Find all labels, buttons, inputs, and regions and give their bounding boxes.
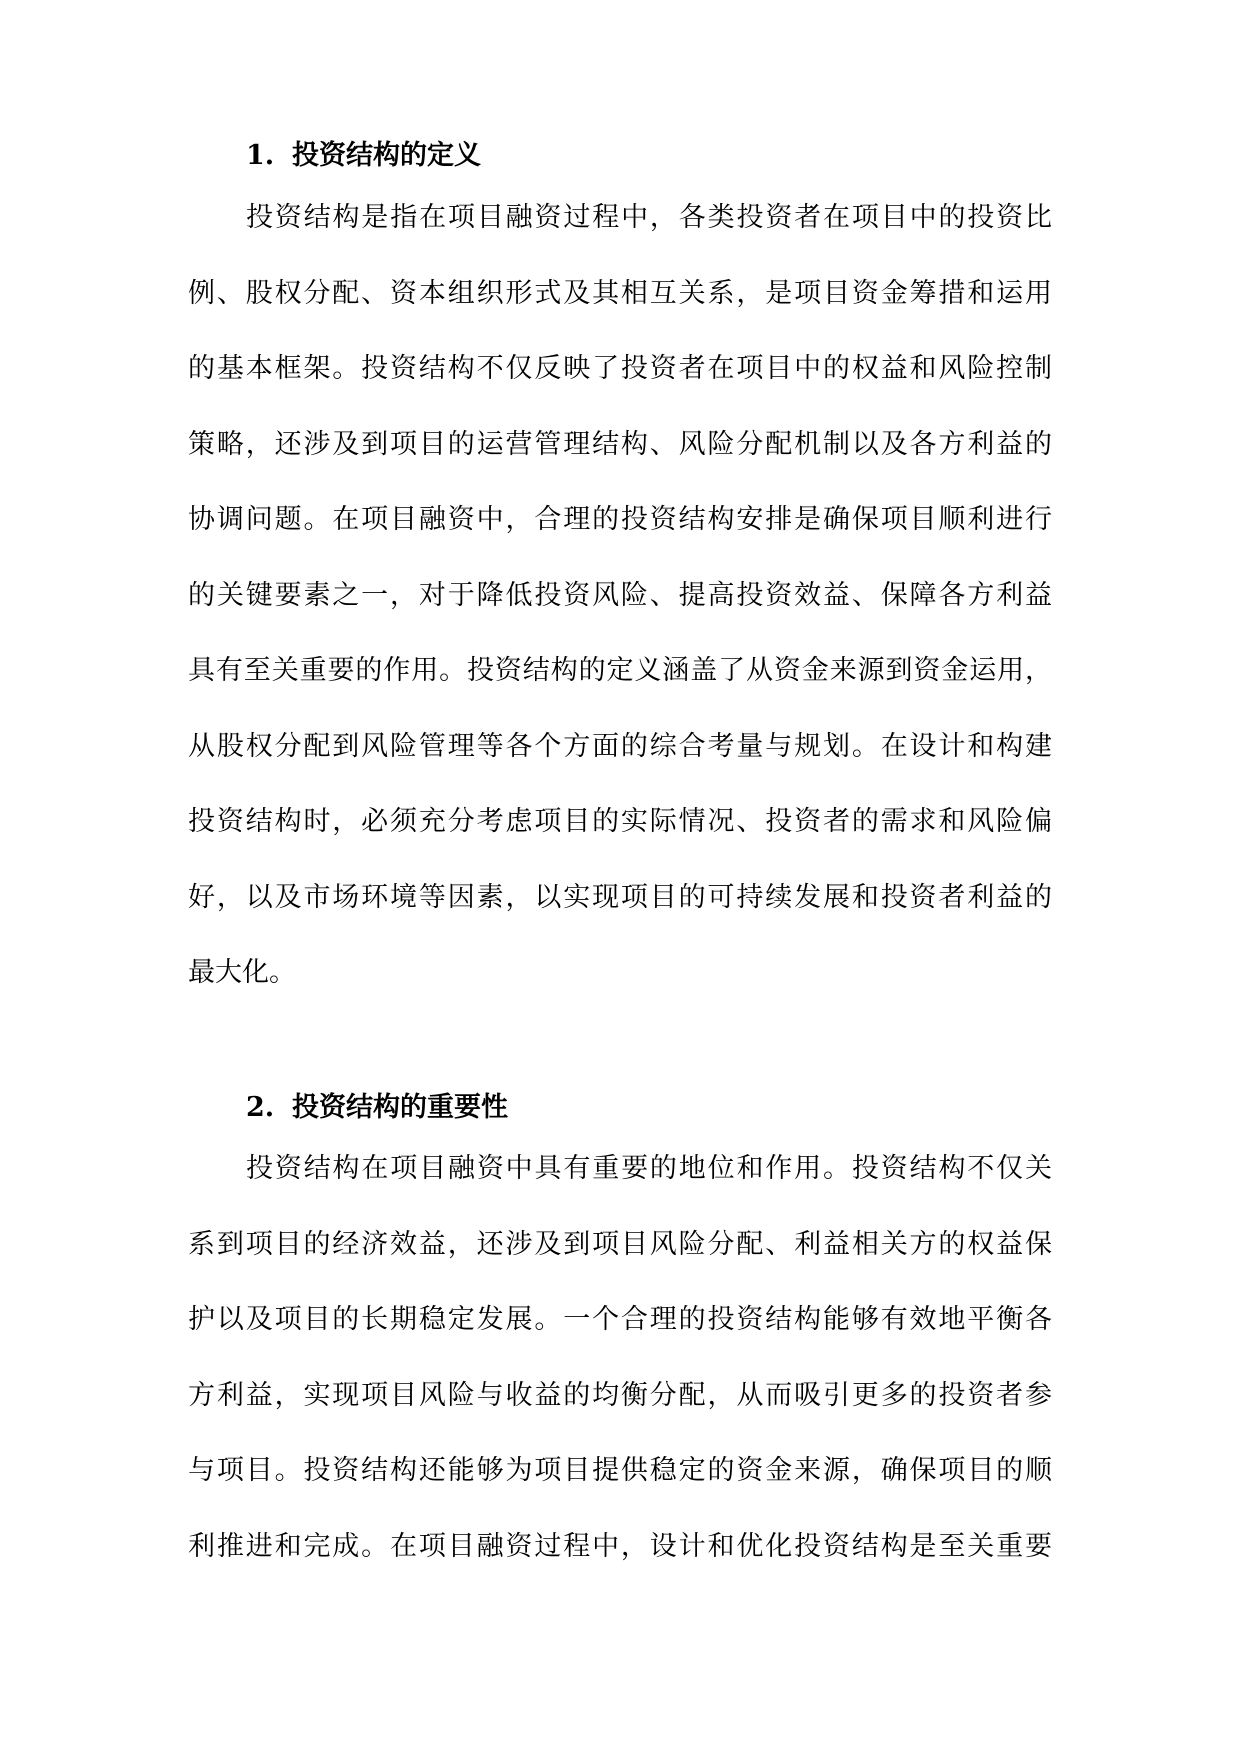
paragraph-line: 方利益，实现项目风险与收益的均衡分配，从而吸引更多的投资者参 xyxy=(188,1379,1052,1411)
paragraph-line: 好，以及市场环境等因素，以实现项目的可持续发展和投资者利益的 xyxy=(188,881,1052,913)
paragraph-line: 投资结构是指在项目融资过程中，各类投资者在项目中的投资比 xyxy=(246,202,1052,233)
paragraph-line: 策略，还涉及到项目的运营管理结构、风险分配机制以及各方利益的 xyxy=(188,428,1052,460)
paragraph-line: 的关键要素之一，对于降低投资风险、提高投资效益、保障各方利益 xyxy=(188,579,1052,611)
paragraph-line: 最大化。 xyxy=(188,957,296,988)
paragraph-line: 的基本框架。投资结构不仅反映了投资者在项目中的权益和风险控制 xyxy=(188,353,1052,384)
paragraph-line: 护以及项目的长期稳定发展。一个合理的投资结构能够有效地平衡各 xyxy=(188,1304,1052,1335)
section-2-number: 2. xyxy=(246,1092,275,1123)
section-1-number: 1. xyxy=(246,140,275,171)
paragraph-line: 例、股权分配、资本组织形式及其相互关系，是项目资金筹措和运用 xyxy=(188,277,1052,309)
paragraph-line: 投资结构时，必须充分考虑项目的实际情况、投资者的需求和风险偏 xyxy=(188,806,1052,837)
paragraph-line: 与项目。投资结构还能够为项目提供稳定的资金来源，确保项目的顺 xyxy=(188,1455,1052,1486)
section-2-title: 投资结构的重要性 xyxy=(292,1092,508,1123)
paragraph-line: 利推进和完成。在项目融资过程中，设计和优化投资结构是至关重要 xyxy=(188,1530,1052,1562)
section-1-title: 投资结构的定义 xyxy=(292,140,481,171)
paragraph-line: 系到项目的经济效益，还涉及到项目风险分配、利益相关方的权益保 xyxy=(188,1228,1052,1260)
paragraph-line: 从股权分配到风险管理等各个方面的综合考量与规划。在设计和构建 xyxy=(188,730,1052,762)
section-2-heading xyxy=(246,1088,508,1128)
paragraph-line: 协调问题。在项目融资中，合理的投资结构安排是确保项目顺利进行 xyxy=(188,504,1052,535)
section-1-heading xyxy=(246,136,481,176)
paragraph-line: 具有至关重要的作用。投资结构的定义涵盖了从资金来源到资金运用， xyxy=(188,655,1052,686)
section-1-paragraph xyxy=(188,180,1052,1011)
section-2-paragraph xyxy=(188,1131,1052,1584)
paragraph-line: 投资结构在项目融资中具有重要的地位和作用。投资结构不仅关 xyxy=(246,1153,1052,1184)
